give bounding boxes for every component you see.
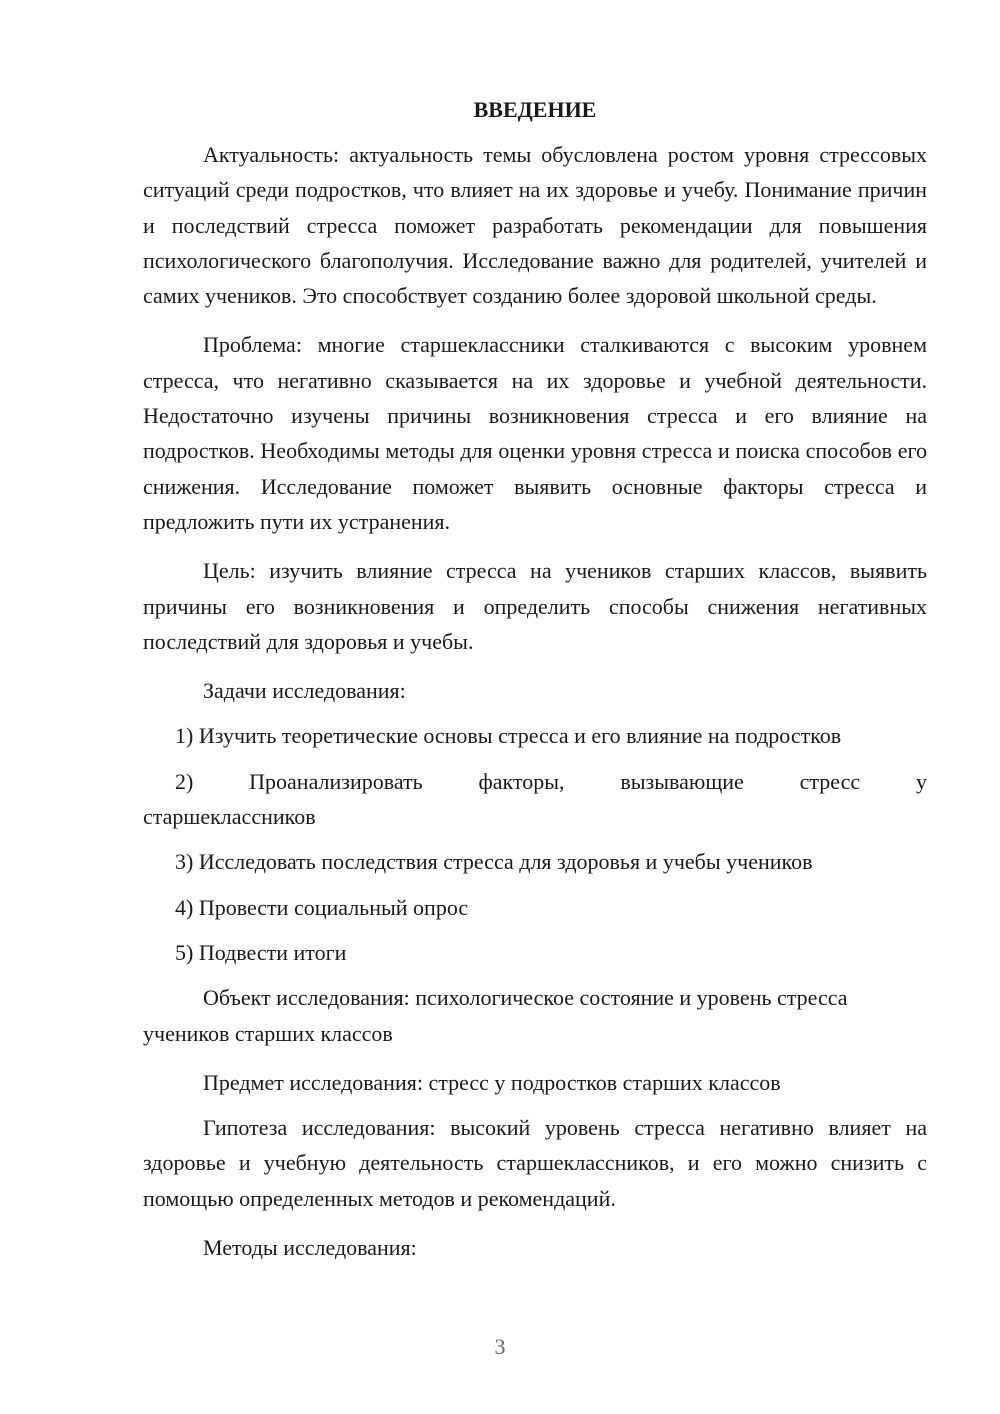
task-item-2-word: Проанализировать — [249, 768, 423, 794]
page-title: ВВЕДЕНИЕ — [473, 97, 597, 122]
task-item-3: 3) Исследовать последствия стресса для здоровья и учебы учеников — [175, 849, 813, 875]
task-item-2 — [143, 764, 927, 835]
relevance-paragraph: Актуальность: актуальность темы обусловлена ростом уровня стрессовых ситуаций среди подростков, что влияет на их здоровье и учебу. Понимание причин и последствий стресса поможет разработать рекомендации для повышения психологического благополучия. Исследование важно для родителей, учителей и самих учеников. Это способствует созданию более здоровой школьной среды. — [143, 142, 927, 309]
task-item-2-word: у — [915, 768, 927, 794]
subject-paragraph: Предмет исследования: стресс у подростков старших классов — [203, 1069, 781, 1095]
document-page — [143, 95, 927, 1275]
task-item-5: 5) Подвести итоги — [175, 939, 347, 965]
methods-heading: Методы исследования: — [203, 1235, 417, 1261]
tasks-heading: Задачи исследования: — [203, 678, 406, 704]
task-item-2-word: 2) — [175, 768, 194, 794]
task-item-2-first-line — [143, 764, 927, 799]
problem-paragraph: Проблема: многие старшеклассники сталкиваются с высоким уровнем стресса, что негативно сказывается на их здоровье и учебной деятельности. Недостаточно изучены причины возникновения стресса и его влияние на подростков. Необходимы методы для оценки уровня стресса и поиска способов его снижения. Исследование поможет выявить основные факторы стресса и предложить пути их устранения. — [143, 332, 927, 534]
task-item-2-word: стресс — [799, 768, 861, 794]
task-item-2-word: вызывающие — [620, 768, 744, 794]
object-paragraph: Объект исследования: психологическое состояние и уровень стресса учеников старших классов — [143, 985, 848, 1046]
task-item-1: 1) Изучить теоретические основы стресса и его влияние на подростков — [175, 723, 842, 749]
task-item-2-word: факторы, — [478, 768, 565, 794]
task-item-4: 4) Провести социальный опрос — [175, 894, 469, 920]
page-number: 3 — [494, 1334, 506, 1359]
goal-paragraph: Цель: изучить влияние стресса на учеников старших классов, выявить причины его возникновения и определить способы снижения негативных последствий для здоровья и учебы. — [143, 558, 927, 654]
task-item-2-continuation: старшеклассников — [143, 804, 316, 830]
hypothesis-paragraph: Гипотеза исследования: высокий уровень стресса негативно влияет на здоровье и учебную деятельность старшеклассников, и его можно снизить с помощью определенных методов и рекомендаций. — [143, 1115, 927, 1211]
